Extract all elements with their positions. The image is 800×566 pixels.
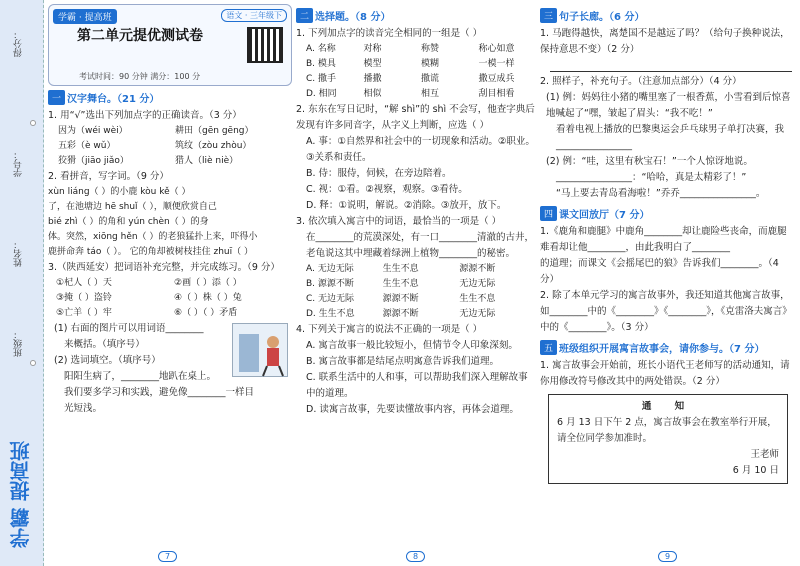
fill-sentence[interactable]: 阳阳生病了，________地趴在桌上。: [64, 371, 217, 382]
choice-item[interactable]: 五彩（è wǔ）: [58, 141, 116, 151]
option-cell: 模型: [363, 59, 382, 69]
option-row: [48, 154, 292, 169]
class-label: 班级：: [14, 330, 24, 357]
fill-sentence[interactable]: 我们要多学习和实践，避免像________一样目: [64, 387, 255, 398]
pinyin-line[interactable]: 鹿拼命奔 táo（ ）。 它的角却被树枝挂住 zhuī（ ）: [48, 247, 253, 257]
idiom-blank[interactable]: ①杞人（ ）天: [56, 278, 112, 288]
option-line[interactable]: D. 释：①说明，解说。②消除。③放开，放下。: [306, 200, 507, 211]
option-cell: 相互: [421, 89, 440, 99]
sub-question[interactable]: (1) 右面的图片可以用词语________: [54, 323, 204, 334]
section-number: 五: [540, 340, 557, 355]
sub-question: (2) 选词填空。（填序号）: [54, 355, 161, 366]
binding-hole: [30, 360, 36, 366]
option-cell: 称赞: [421, 44, 440, 54]
option-cell: 模糊: [421, 59, 440, 69]
option-line[interactable]: C. 视：①看。②视察，观察。③看待。: [306, 184, 468, 195]
question: 2. 照样子，补充句子。（注意加点部分）（4 分）: [540, 76, 742, 87]
option-cell: 无边无际: [459, 279, 496, 289]
option-cell: 源源不断: [459, 264, 496, 274]
xueba-logo: 学霸 提高班: [9, 441, 33, 548]
option-line[interactable]: C. 联系生活中的人和事，可以帮助我们深入理解故事中的道理。: [306, 372, 528, 399]
notice-title: 通 知: [641, 401, 695, 412]
option-cell: 源源不断: [382, 309, 419, 319]
idiom-blank[interactable]: ⑤亡羊（ ）牢: [56, 308, 112, 318]
pinyin-line[interactable]: 体。突然，xiōng hěn（ ）的老狼猛扑上来，吓得小: [48, 232, 258, 242]
idiom-blank[interactable]: ⑥（ ）（ ）矛盾: [174, 308, 238, 318]
option-cell: A. 无边无际: [306, 264, 354, 274]
option-row[interactable]: [296, 87, 536, 102]
option-cell: 相似: [363, 89, 382, 99]
fill-sentence: 光短浅。: [64, 403, 103, 414]
fill-question[interactable]: 的道理；而课文《会摇尾巴的狼》告诉我们________。（4 分）: [540, 258, 779, 285]
option-row[interactable]: [296, 72, 536, 87]
option-cell: 生生不息: [459, 294, 496, 304]
question: 1. 寓言故事会开始前，班长小语代王老师写的活动通知，请你用修改符号修改其中的两处错误。（2 分）: [540, 360, 790, 387]
section-header: [48, 90, 292, 105]
option-line[interactable]: B. 寓言故事都是结尾点明寓意告诉我们道理。: [306, 356, 500, 367]
fill-question[interactable]: 1.《鹿角和鹿腿》中鹿角________却让鹿险些丧命，而鹿腿难看却让他________，由此我明白了________: [540, 226, 787, 253]
answer-line[interactable]: [550, 58, 792, 72]
option-cell: B. 模具: [306, 59, 336, 69]
question: 1. 下列加点字的读音完全相同的一组是（ ）: [296, 28, 483, 39]
question: 1. 马跑得越快，离楚国不是越远了吗？（给句子换种说法，保持意思不变）（2 分）: [540, 28, 790, 55]
sub-question: 来概括。（填序号）: [64, 339, 145, 350]
choice-item[interactable]: 耕田（gēn gēng）: [175, 126, 254, 136]
section-header: [540, 8, 796, 23]
pinyin-line[interactable]: bié zhì（ ）的角和 yún chèn（ ）的身: [48, 217, 209, 227]
idiom-blank[interactable]: ②画（ ）添（ ）: [174, 278, 242, 288]
pinyin-line[interactable]: 了，在池塘边 hē shuǐ（ ），顺便欣赏自己: [48, 202, 217, 212]
choice-item[interactable]: 猎人（liè niè）: [175, 156, 239, 166]
fill-sentence[interactable]: 看着电视上播放的巴黎奥运会乒乓球男子单打决赛，我________________: [556, 124, 785, 151]
section-number: 三: [540, 8, 557, 23]
column-page-7: [48, 4, 292, 564]
name-label: 姓名：: [14, 240, 24, 267]
option-cell: 生生不息: [382, 279, 419, 289]
option-cell: 一模一样: [478, 59, 515, 69]
idiom-row: [48, 306, 292, 321]
option-cell: 撒谎: [421, 74, 440, 84]
option-row[interactable]: [296, 42, 536, 57]
score-label: 得分：: [14, 30, 24, 57]
section-title: 选择题。（8 分）: [315, 12, 391, 23]
page-number: 7: [158, 551, 177, 562]
option-cell: D. 生生不息: [306, 309, 355, 319]
fill-sentence[interactable]: “马上要去青岛看海啦！”乔乔________________。: [556, 188, 766, 199]
section-title: 班级组织开展寓言故事会，请你参与。（7 分）: [559, 344, 765, 355]
section-number: 四: [540, 206, 557, 221]
option-cell: D. 相同: [306, 89, 337, 99]
page-number: 9: [658, 551, 677, 562]
option-line[interactable]: A. 寓言故事一般比较短小，但情节令人印象深刻。: [306, 340, 518, 351]
option-cell: 对称: [363, 44, 382, 54]
brand-badge: 学霸 · 提高班: [53, 9, 117, 24]
idiom-row: [48, 276, 292, 291]
binding-strip: [0, 0, 44, 566]
option-row: [48, 124, 292, 139]
question: 4. 下列关于寓言的说法不正确的一项是（ ）: [296, 324, 483, 335]
example-sentence: (2) 例：“哇，这里有秋宝石！”一个人惊讶地说。: [546, 156, 753, 167]
option-cell: 称心如意: [478, 44, 515, 54]
section-title: 句子长廊。（6 分）: [559, 12, 645, 23]
section-header: [540, 206, 796, 221]
option-row[interactable]: [296, 307, 536, 322]
choice-item[interactable]: 因为（wéi wèi）: [58, 126, 128, 136]
option-line[interactable]: D. 读寓言故事，先要读懂故事内容，再体会道理。: [306, 404, 519, 415]
option-cell: B. 源源不断: [306, 279, 354, 289]
option-cell: 源源不断: [382, 294, 419, 304]
option-line[interactable]: A. 事：①自然界和社会中的一切现象和活动。②职业。③关系和责任。: [306, 136, 535, 163]
option-cell: 生生不息: [382, 264, 419, 274]
idiom-row: [48, 291, 292, 306]
page-title: 第二单元提优测试卷: [77, 28, 203, 44]
question: 3. 依次填入寓言中的词语，最恰当的一项是（ ）: [296, 216, 502, 227]
option-cell: A. 名称: [306, 44, 336, 54]
option-cell: 播撒: [363, 74, 382, 84]
option-line[interactable]: B. 侍：服侍，伺候，在旁边陪着。: [306, 168, 452, 179]
fable-illustration: [232, 323, 288, 377]
subject-badge: 语文 · 三年级下: [221, 9, 287, 22]
choice-item[interactable]: 狡猾（jiāo jiǎo）: [58, 156, 129, 166]
option-row[interactable]: [296, 262, 536, 277]
option-cell: C. 撒手: [306, 74, 337, 84]
question: 3.（陕西延安）把词语补充完整，并完成练习。（9 分）: [48, 262, 280, 273]
header-box: [48, 4, 292, 86]
option-cell: 撒豆成兵: [478, 74, 515, 84]
binding-hole: [30, 120, 36, 126]
idiom-blank[interactable]: ④（ ）株（ ）兔: [174, 293, 242, 303]
section-header: [296, 8, 536, 23]
section-number: 一: [48, 90, 65, 105]
passage: 在________的荒漠深处，有一口________清澈的古井，老龟说这其中埋藏着绿洲上植物________的秘密。: [306, 232, 535, 259]
page-number: 8: [406, 551, 425, 562]
qr-code-icon: [247, 27, 283, 63]
section-number: 二: [296, 8, 313, 23]
section-title: 课文回放厅（7 分）: [559, 210, 650, 221]
question: 1. 用“√”选出下列加点字的正确读音。（3 分）: [48, 110, 242, 121]
notice-box[interactable]: [548, 394, 788, 484]
option-cell: 无边无际: [459, 309, 496, 319]
column-page-9: [540, 4, 796, 564]
notice-signature: 王老师: [750, 449, 779, 460]
column-page-8: [296, 4, 536, 564]
exam-meta: 考试时间：90 分钟 满分：100 分: [79, 72, 201, 81]
example-sentence: (1) 例：妈妈往小猪的嘴里塞了一根香蕉，小雪看到后惊喜地喊起了“嘿，皱起了眉头：“我不吃！”: [546, 92, 791, 119]
student-id-label: 学号：: [14, 150, 24, 177]
fill-sentence[interactable]: ________________：“哈哈，真是太精彩了！”: [556, 172, 747, 183]
idiom-blank[interactable]: ③掩（ ）盗铃: [56, 293, 112, 303]
notice-date: 6 月 10 日: [732, 465, 779, 476]
option-cell: 刮目相看: [478, 89, 515, 99]
notice-body: 6 月 13 日下午 2 点，寓言故事会在教室举行开展，请全位同学参加准时。: [557, 417, 777, 444]
fill-question[interactable]: 2. 除了本单元学习的寓言故事外，我还知道其他寓言故事，如________中的《________》《________》，《克雷洛夫寓言》中的《________》。（3 分）: [540, 290, 792, 333]
pinyin-line[interactable]: xùn liáng（ ）的小鹿 kòu kě（ ）: [48, 187, 191, 197]
option-cell: C. 无边无际: [306, 294, 355, 304]
option-row[interactable]: [296, 292, 536, 307]
section-title: 汉字舞台。（21 分）: [67, 94, 160, 105]
choice-item[interactable]: 筑纹（zòu zhòu）: [175, 141, 252, 151]
question: 2. 东东在写日记时，“解 shì”的 shì 不会写，他查字典后发现有许多同音字，从字义上判断，应选（ ）: [296, 104, 535, 131]
option-row[interactable]: [296, 277, 536, 292]
option-row[interactable]: [296, 57, 536, 72]
section-header: [540, 340, 796, 355]
option-row: [48, 139, 292, 154]
question: 2. 看拼音，写字词。（9 分）: [48, 171, 169, 182]
